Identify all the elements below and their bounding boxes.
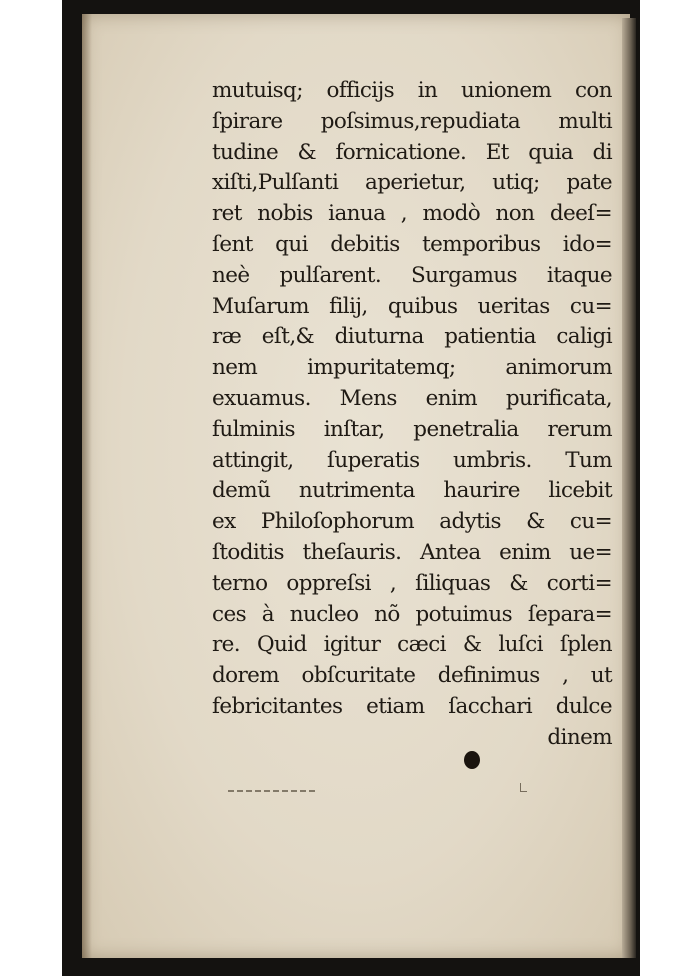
text-line-18: ces à nucleo nõ potuimus ſepara= [212, 601, 612, 627]
text-line-13: attingit, ſuperatis umbris. Tum [212, 447, 612, 473]
text-line-15: ex Philoſophorum adytis & cu= [212, 509, 612, 535]
text-line-7: neè pulſarent. Surgamus itaque [212, 262, 612, 288]
text-line-17: terno oppreſsi , ſiliquas & corti= [212, 570, 612, 596]
text-line-10: nem impuritatemq; animorum [212, 355, 612, 381]
text-line-4: xiſti,Pulſanti aperietur, utiq; pate [212, 170, 612, 196]
text-line-9: ræ eſt,& diuturna patientia caligi [212, 324, 612, 350]
text-line-8: Muſarum filij, quibus ueritas cu= [212, 293, 612, 319]
text-line-5: ret nobis ianua , modò non deeſ= [212, 201, 612, 227]
text-line-11: exuamus. Mens enim purificata, [212, 385, 612, 411]
text-line-19: re. Quid igitur cæci & luſci ſplen [212, 632, 612, 658]
text-line-14: demũ nutrimenta haurire licebit [212, 478, 612, 504]
page-text [212, 76, 612, 754]
text-line-21: febricitantes etiam ſacchari dulce [212, 693, 612, 719]
text-line-16: ſtoditis theſauris. Antea enim ue= [212, 539, 612, 565]
text-line-12: fulminis inſtar, penetralia rerum [212, 416, 612, 442]
text-line-1: mutuisq; officijs in unionem con [212, 78, 612, 103]
text-line-20: dorem obſcuritate definimus , ut [212, 663, 612, 689]
text-line-3: tudine & fornicatione. Et quia di [212, 139, 612, 165]
page-gutter-shadow [82, 14, 92, 958]
faded-signature-mark [228, 790, 318, 792]
page-edge [622, 18, 636, 958]
text-line-6: ſent qui debitis temporibus ido= [212, 231, 612, 257]
catchword: dinem [547, 724, 612, 750]
text-line-2: ſpirare poſsimus,repudiata multi [212, 108, 612, 134]
ink-blot [464, 751, 480, 769]
pencil-mark [520, 783, 527, 792]
